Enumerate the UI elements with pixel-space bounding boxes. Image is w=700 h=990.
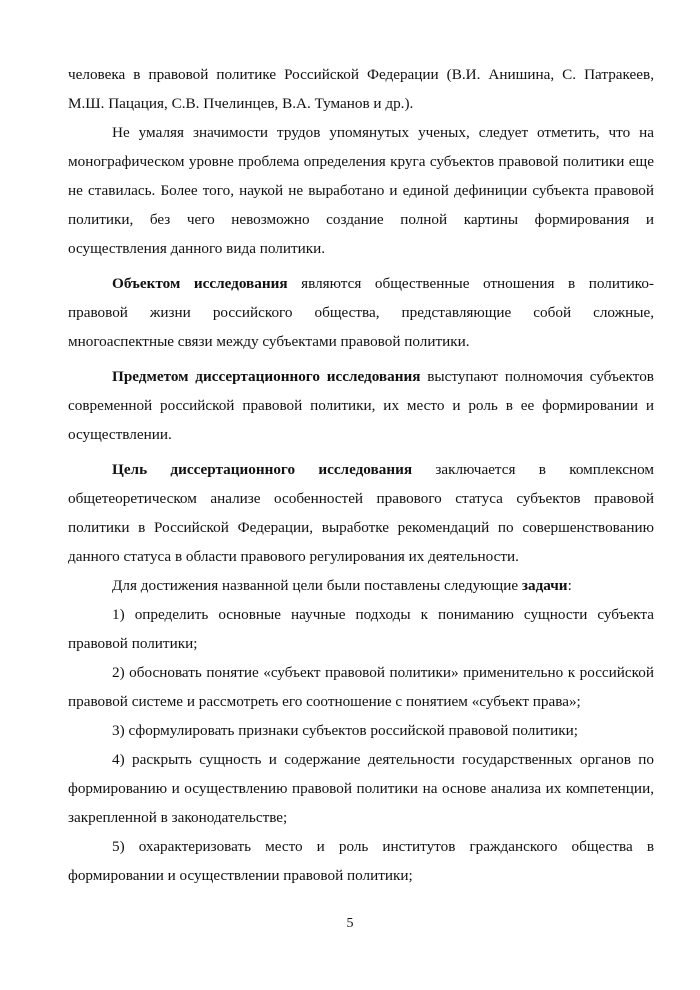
paragraph-tasks-intro <box>68 571 654 600</box>
task-item-4 <box>68 745 654 832</box>
paragraph-text: человека в правовой политике Российской Федерации (В.И. Анишина, С. Патракеев, М.Ш. Пацация, С.В. Пчелинцев, В.А. Туманов и др.). <box>68 66 654 112</box>
paragraph-heading: Предметом диссертационного исследования <box>112 368 421 385</box>
paragraph-text: 3) сформулировать признаки субъектов российской правовой политики; <box>112 722 578 739</box>
paragraph-text: 5) охарактеризовать место и роль институтов гражданского общества в формировании и осуществлении правовой политики; <box>68 838 654 884</box>
paragraph-heading: Цель диссертационного исследования <box>112 461 413 478</box>
task-item-5 <box>68 832 654 890</box>
paragraph-text: 1) определить основные научные подходы к пониманию сущности субъекта правовой политики; <box>68 606 654 652</box>
paragraph-heading: Объектом исследования <box>112 275 288 292</box>
paragraph-text: 4) раскрыть сущность и содержание деятельности государственных органов по формированию и осуществлению правовой политики на основе анализа их компетенции, закрепленной в законодательстве; <box>68 751 654 826</box>
paragraph-text: Для достижения названной цели были поставлены следующие <box>112 577 522 594</box>
paragraph-subject <box>68 362 654 449</box>
paragraph-text-end: : <box>567 577 572 594</box>
task-item-1 <box>68 600 654 658</box>
paragraph-text: 2) обосновать понятие «субъект правовой политики» применительно к российской правовой системе и рассмотреть его соотношение с понятием «субъект права»; <box>68 664 654 710</box>
tasks-keyword: задачи <box>521 577 568 594</box>
paragraph-text: Не умаляя значимости трудов упомянутых ученых, следует отметить, что на монографическом уровне проблема определения круга субъектов правовой политики еще не ставилась. Более того, наукой не выработано и единой дефиниции субъекта правовой политики, без чего невозможно создание полной картины формирования и осуществления данного вида политики. <box>68 124 654 257</box>
paragraph-goal <box>68 455 654 571</box>
paragraph-text: являются общественные отношения в политико-правовой жизни российского общества, представляющие собой сложные, многоаспектные связи между субъектами правовой политики. <box>68 275 654 350</box>
paragraph-text: выступают полномочия субъектов современной российской правовой политики, их место и роль в ее формировании и осуществлении. <box>68 368 654 443</box>
paragraph-object <box>68 269 654 356</box>
document-page <box>68 60 654 890</box>
paragraph-relevance <box>68 118 654 263</box>
page-number: 5 <box>346 916 354 931</box>
task-item-2 <box>68 658 654 716</box>
paragraph-authors <box>68 60 654 118</box>
paragraph-text: заключается в комплексном общетеоретическом анализе особенностей правового статуса субъектов правовой политики в Российской Федерации, выработке рекомендаций по совершенствованию данного статуса в области правового регулирования их деятельности. <box>68 461 654 565</box>
task-item-3 <box>68 716 654 745</box>
